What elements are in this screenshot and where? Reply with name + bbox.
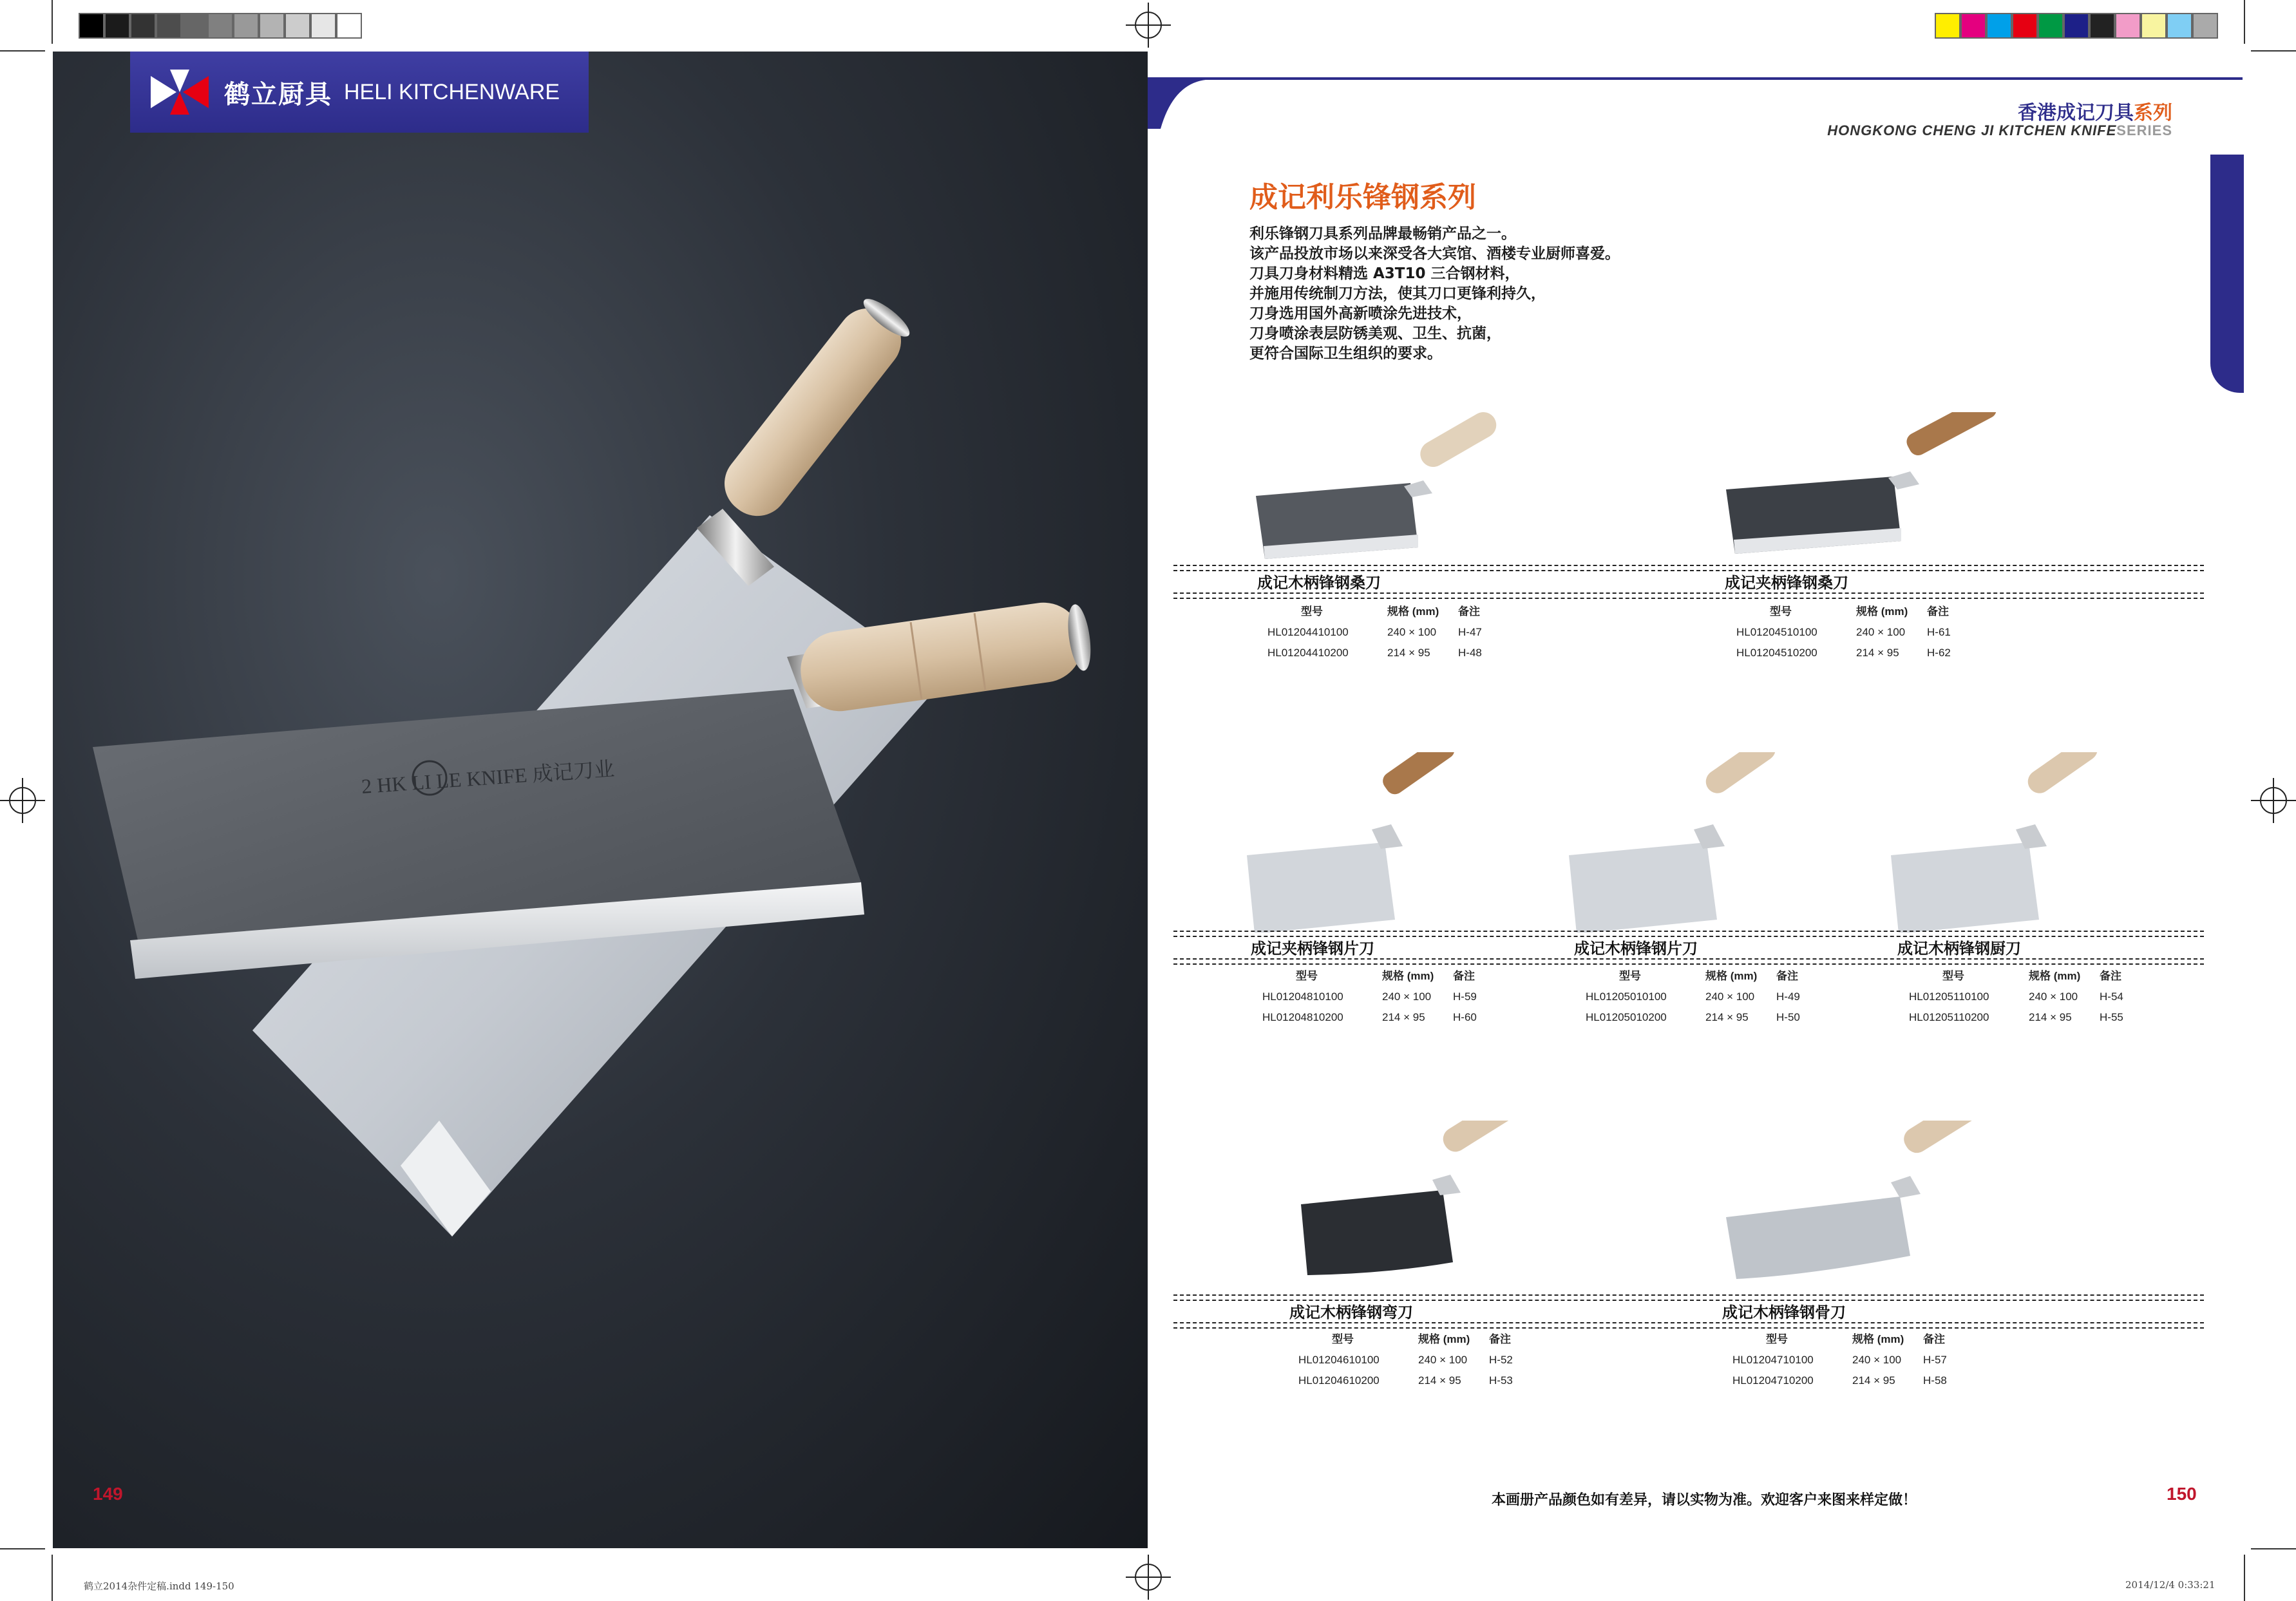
- row-divider: [1173, 1322, 2204, 1329]
- spec-row: HL01204610200 214 × 95 H-53: [1298, 1374, 1513, 1387]
- spec-row: HL01204510200 214 × 95 H-62: [1736, 647, 1951, 659]
- product-image-wood-slicer: [1559, 752, 1829, 933]
- series-description: 利乐锋钢刀具系列品牌最畅销产品之一。 该产品投放市场以来深受各大宾馆、酒楼专业厨师喜爱。 刀具刀身材料精选 A3T10 三合钢材料， 并施用传统制刀方法，使其刀口更锋利持久， 刀身选用国外高新喷涂先进技术， 刀身喷涂表层防锈美观、卫生、抗菌， 更符合国际卫生组织的要求。: [1249, 225, 1620, 362]
- page-number-left: 149: [93, 1484, 123, 1504]
- crop-mark: [2244, 1555, 2245, 1601]
- registration-mark-top-left: [1126, 3, 1171, 48]
- spec-row: HL01205010100 240 × 100 H-49: [1586, 990, 1800, 1003]
- series-title-cn: 香港成记刀具系列: [2018, 102, 2172, 124]
- spec-row: HL01204810200 214 × 95 H-60: [1262, 1011, 1477, 1023]
- crop-mark: [0, 50, 45, 52]
- registration-mark-right: [2251, 778, 2296, 823]
- product-image-clamp-mulberry: [1720, 412, 2016, 560]
- row-divider: [1173, 958, 2204, 965]
- crop-mark: [2251, 50, 2296, 52]
- color-swatches: [1935, 13, 2218, 39]
- product-name: 成记木柄锋钢骨刀: [1722, 1303, 1846, 1322]
- product-name: 成记夹柄锋钢片刀: [1251, 940, 1374, 958]
- print-slug-file: 鹤立2014杂件定稿.indd 149-150: [84, 1580, 234, 1592]
- product-image-wood-curved: [1288, 1121, 1559, 1282]
- spec-table: 型号 规格 (mm) 备注 HL01204510100 240 × 100 H-61 HL01204510200 214 × 95 H-62: [1736, 602, 1978, 663]
- crop-mark: [52, 1555, 53, 1601]
- brand-name-cn: 鹤立厨具: [224, 79, 332, 109]
- spec-table: 型号 规格 (mm) 备注 HL01204810100 240 × 100 H-59 HL01204810200 214 × 95 H-60: [1262, 966, 1504, 1028]
- spec-row: HL01205110100 240 × 100 H-54: [1909, 990, 2123, 1003]
- product-name: 成记夹柄锋钢桑刀: [1725, 574, 1848, 592]
- page-number-right: 150: [2167, 1484, 2197, 1504]
- spec-row: HL01204410200 214 × 95 H-48: [1267, 647, 1482, 659]
- registration-mark-bottom: [1126, 1555, 1171, 1600]
- hero-cleavers-photo: [53, 52, 1148, 1548]
- crop-mark: [2251, 1548, 2296, 1549]
- section-title: 成记利乐锋钢系列: [1249, 181, 1476, 214]
- product-name: 成记木柄锋钢片刀: [1574, 940, 1698, 958]
- spec-row: HL01205010200 214 × 95 H-50: [1586, 1011, 1800, 1023]
- product-image-wood-kitchen: [1881, 752, 2151, 933]
- product-name: 成记木柄锋钢弯刀: [1289, 1303, 1413, 1322]
- crop-mark: [52, 0, 53, 44]
- product-name: 成记木柄锋钢桑刀: [1257, 574, 1381, 592]
- spec-table: 型号 规格 (mm) 备注 HL01204610100 240 × 100 H-52 HL01204610200 214 × 95 H-53: [1298, 1329, 1541, 1391]
- registration-mark-left: [0, 778, 45, 823]
- spec-row: HL01204710100 240 × 100 H-57: [1732, 1354, 1947, 1366]
- spec-row: HL01204710200 214 × 95 H-58: [1732, 1374, 1947, 1387]
- svg-text:2 HK LI LE KNIFE 成记刀业: 2 HK LI LE KNIFE 成记刀业: [360, 757, 616, 798]
- spec-table: 型号 规格 (mm) 备注 HL01204710100 240 × 100 H-57 HL01204710200 214 × 95 H-58: [1732, 1329, 1975, 1391]
- heli-logo-icon: [144, 63, 215, 121]
- spec-table: 型号 规格 (mm) 备注 HL01204410100 240 × 100 H-47 HL01204410200 214 × 95 H-48: [1267, 602, 1510, 663]
- grayscale-swatches: [79, 13, 362, 39]
- product-image-wood-bone: [1713, 1121, 2009, 1282]
- print-slug-timestamp: 2014/12/4 0:33:21: [2125, 1579, 2215, 1591]
- spec-row: HL01204410100 240 × 100 H-47: [1267, 626, 1482, 638]
- side-tab: [2210, 155, 2244, 393]
- spec-table: 型号 规格 (mm) 备注 HL01205010100 240 × 100 H-49 HL01205010200 214 × 95 H-50: [1586, 966, 1828, 1028]
- spec-row: HL01205110200 214 × 95 H-55: [1909, 1011, 2123, 1023]
- brand-name-en: HELI KITCHENWARE: [344, 79, 560, 104]
- product-image-wood-mulberry: [1249, 412, 1520, 560]
- spec-row: HL01204610100 240 × 100 H-52: [1298, 1354, 1513, 1366]
- spec-row: HL01204810100 240 × 100 H-59: [1262, 990, 1477, 1003]
- product-name: 成记木柄锋钢厨刀: [1897, 940, 2021, 958]
- spec-table: 型号 规格 (mm) 备注 HL01205110100 240 × 100 H-54 HL01205110200 214 × 95 H-55: [1909, 966, 2151, 1028]
- crop-mark: [0, 1548, 45, 1549]
- row-divider: [1173, 592, 2204, 599]
- brand-header: [130, 52, 589, 133]
- crop-mark: [2244, 0, 2245, 44]
- series-title-en: HONGKONG CHENG JI KITCHEN KNIFESERIES: [1827, 122, 2172, 138]
- left-page-hero: [53, 52, 1148, 1548]
- spec-row: HL01204510100 240 × 100 H-61: [1736, 626, 1951, 638]
- product-image-clamp-slicer: [1237, 752, 1507, 933]
- footer-disclaimer: 本画册产品颜色如有差异，请以实物为准。欢迎客户来图来样定做！: [1492, 1492, 1917, 1508]
